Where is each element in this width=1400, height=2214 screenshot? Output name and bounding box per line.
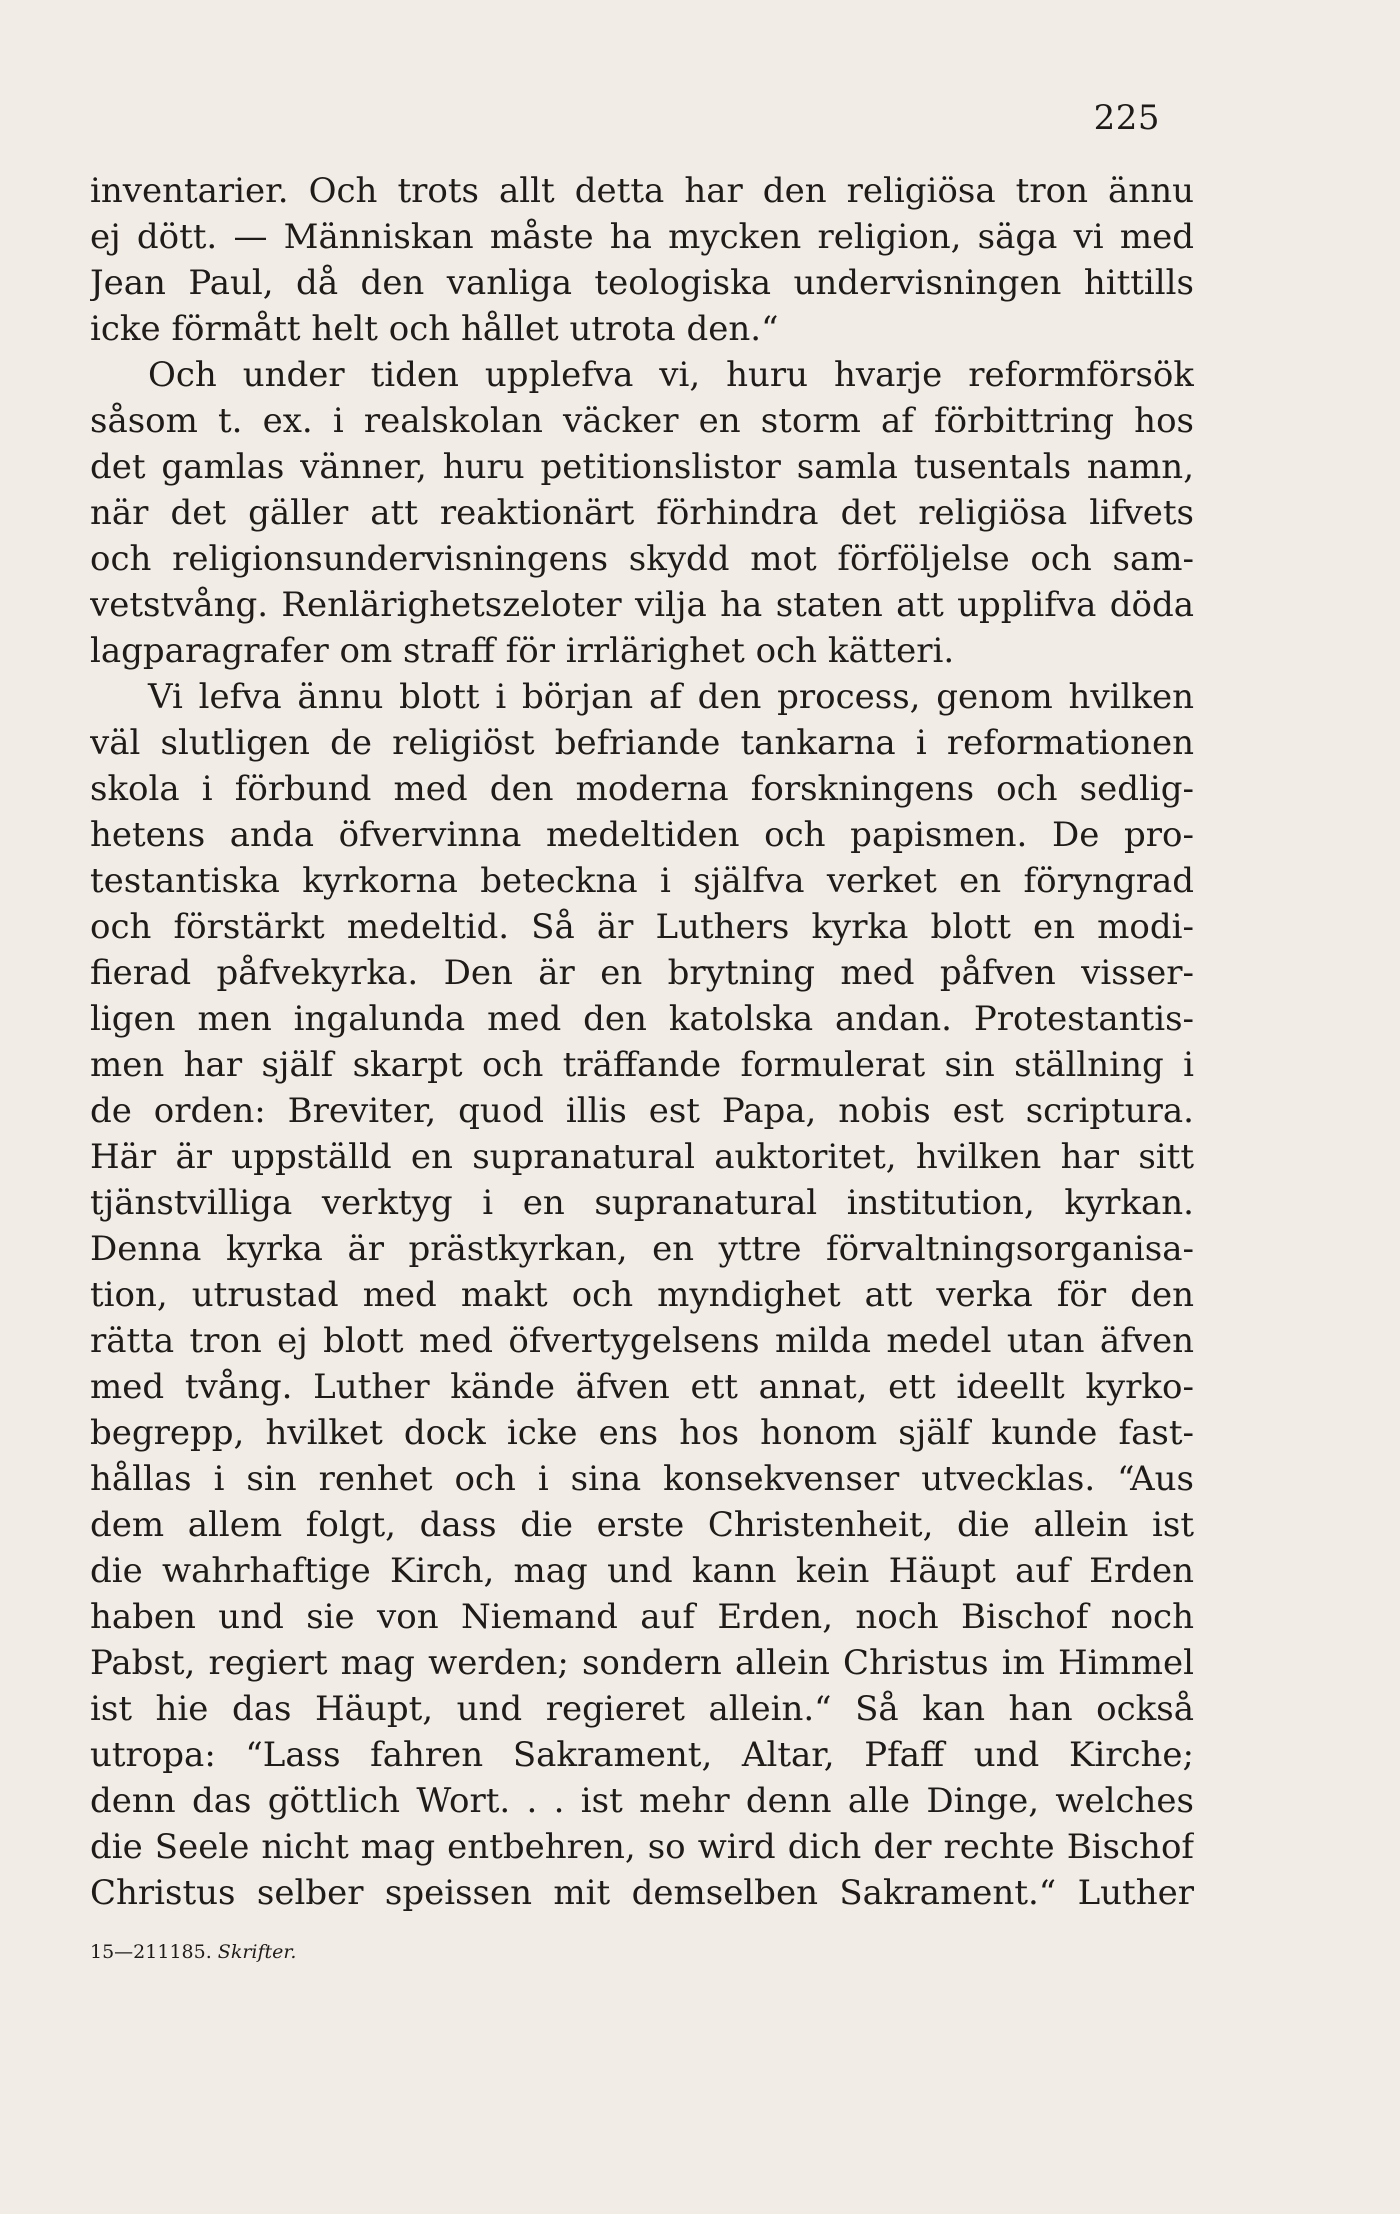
text-line: tjänstvilliga verktyg i en supranatural institution, kyrkan. [90, 1183, 1194, 1223]
text-line: ist hie das Häupt, und regieret allein.“ Så kan han också [90, 1689, 1194, 1729]
text-line: hållas i sin renhet och i sina konsekvenser utvecklas. “Aus [90, 1459, 1194, 1499]
text-line: haben und sie von Niemand auf Erden, noch Bischof noch [90, 1597, 1194, 1637]
text-line: Här är uppställd en supranatural auktoritet, hvilken har sitt [90, 1137, 1194, 1177]
text-line: men har själf skarpt och träffande formulerat sin ställning i [90, 1045, 1194, 1085]
text-line: vetstvång. Renlärighetszeloter vilja ha staten att upplifva döda [90, 585, 1194, 625]
text-line: de orden: Breviter, quod illis est Papa, nobis est scriptura. [90, 1091, 1194, 1131]
text-line: dem allem folgt, dass die erste Christenheit, die allein ist [90, 1505, 1194, 1545]
text-line: tion, utrustad med makt och myndighet att verka för den [90, 1275, 1194, 1315]
text-line: rätta tron ej blott med öfvertygelsens milda medel utan äfven [90, 1321, 1194, 1361]
text-line: Jean Paul, då den vanliga teologiska undervisningen hittills [90, 263, 1194, 303]
text-line: väl slutligen de religiöst befriande tankarna i reformationen [90, 723, 1194, 763]
text-line: lagparagrafer om straff för irrlärighet och kätteri. [90, 631, 955, 671]
text-line: ligen men ingalunda med den katolska andan. Protestantis- [90, 999, 1194, 1039]
text-line: fierad påfvekyrka. Den är en brytning med påfven visser- [90, 953, 1194, 993]
text-line: ej dött. — Människan måste ha mycken religion, säga vi med [90, 217, 1194, 257]
text-line: utropa: “Lass fahren Sakrament, Altar, Pfaff und Kirche; [90, 1735, 1194, 1775]
signature-number: 15—211185. [90, 1941, 212, 1963]
text-line: såsom t. ex. i realskolan väcker en storm af förbittring hos [90, 401, 1194, 441]
text-line: det gamlas vänner, huru petitionslistor samla tusentals namn, [90, 447, 1194, 487]
text-line: Denna kyrka är prästkyrkan, en yttre förvaltningsorganisa- [90, 1229, 1194, 1269]
body-text [90, 168, 1194, 1916]
text-line: skola i förbund med den moderna forskningens och sedlig- [90, 769, 1194, 809]
text-line: och förstärkt medeltid. Så är Luthers kyrka blott en modi- [90, 907, 1194, 947]
text-line: inventarier. Och trots allt detta har den religiösa tron ännu [90, 171, 1194, 211]
text-line: Och under tiden upplefva vi, huru hvarje reformförsök [148, 355, 1194, 395]
page-number: 225 [1093, 98, 1160, 138]
text-line: hetens anda öfvervinna medeltiden och papismen. De pro- [90, 815, 1194, 855]
text-line: denn das göttlich Wort. . . ist mehr denn alle Dinge, welches [90, 1781, 1194, 1821]
text-line: Pabst, regiert mag werden; sondern allein Christus im Himmel [90, 1643, 1194, 1683]
text-line: testantiska kyrkorna beteckna i själfva verket en föryngrad [90, 861, 1194, 901]
text-line: icke förmått helt och hållet utrota den.“ [90, 309, 779, 349]
text-line: och religionsundervisningens skydd mot förföljelse och sam- [90, 539, 1194, 579]
text-line: Christus selber speissen mit demselben Sakrament.“ Luther [90, 1873, 1194, 1913]
printer-signature [90, 1940, 296, 1964]
text-line: begrepp, hvilket dock icke ens hos honom själf kunde fast- [90, 1413, 1194, 1453]
text-line: med tvång. Luther kände äfven ett annat, ett ideellt kyrko- [90, 1367, 1194, 1407]
signature-title: Skrifter. [217, 1941, 297, 1963]
text-line: die Seele nicht mag entbehren, so wird dich der rechte Bischof [90, 1827, 1194, 1867]
text-line: Vi lefva ännu blott i början af den process, genom hvilken [148, 677, 1194, 717]
text-line: när det gäller att reaktionärt förhindra det religiösa lifvets [90, 493, 1194, 533]
text-line: die wahrhaftige Kirch, mag und kann kein Häupt auf Erden [90, 1551, 1194, 1591]
